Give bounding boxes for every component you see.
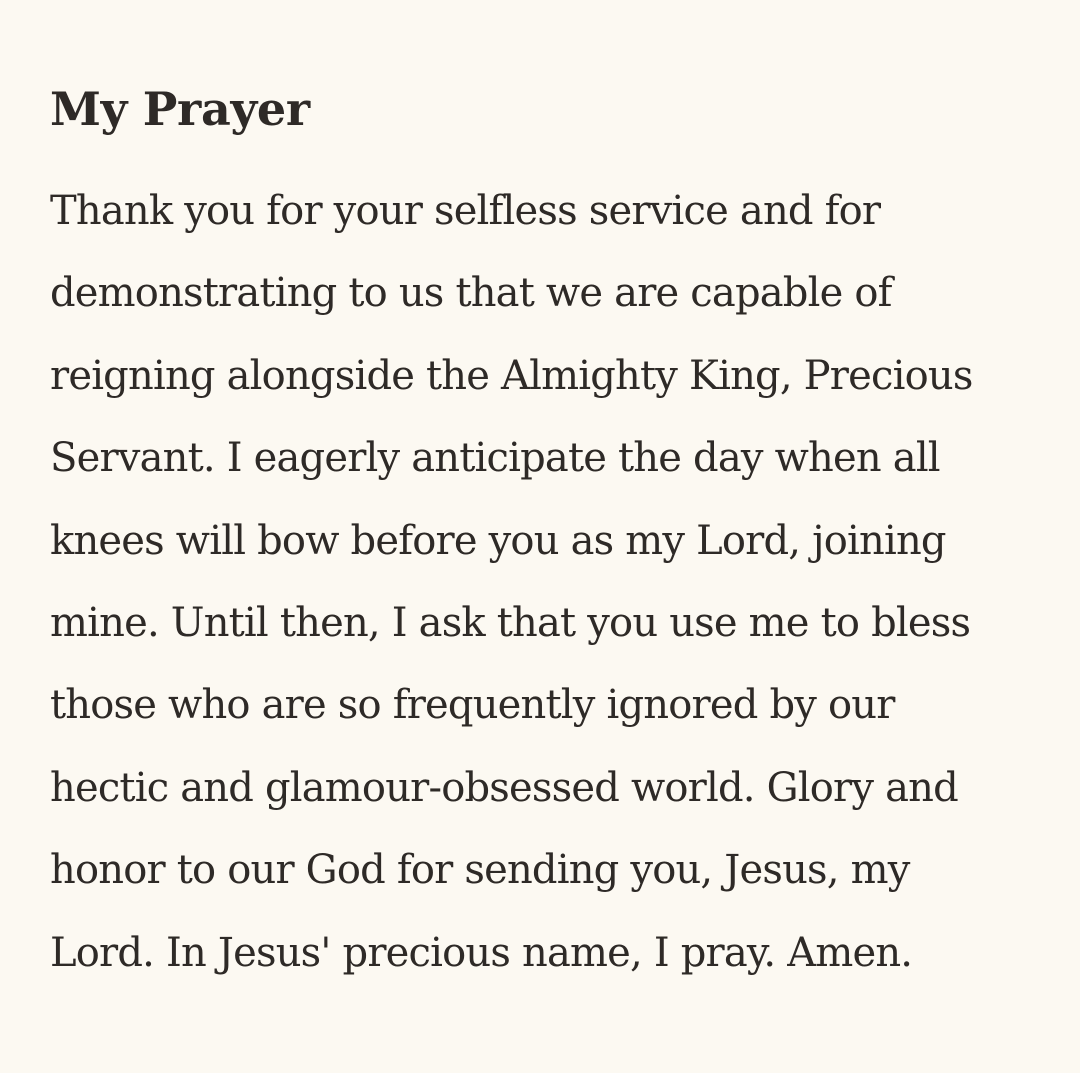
prayer-line: Servant. I eagerly anticipate the day when all (50, 435, 940, 482)
prayer-line: reigning alongside the Almighty King, Precious (50, 352, 973, 399)
prayer-text (50, 170, 1030, 994)
prayer-line: knees will bow before you as my Lord, joining (50, 517, 946, 564)
prayer-line: hectic and glamour-obsessed world. Glory and (50, 764, 958, 811)
prayer-line: Thank you for your selfless service and for (50, 188, 881, 234)
prayer-line: Lord. In Jesus' precious name, I pray. Amen. (50, 929, 913, 976)
prayer-title: My Prayer (50, 82, 310, 136)
prayer-line: honor to our God for sending you, Jesus, my (50, 847, 910, 894)
prayer-line: mine. Until then, I ask that you use me to bless (50, 600, 971, 647)
prayer-line: those who are so frequently ignored by our (50, 682, 895, 729)
prayer-line: demonstrating to us that we are capable of (50, 270, 892, 317)
